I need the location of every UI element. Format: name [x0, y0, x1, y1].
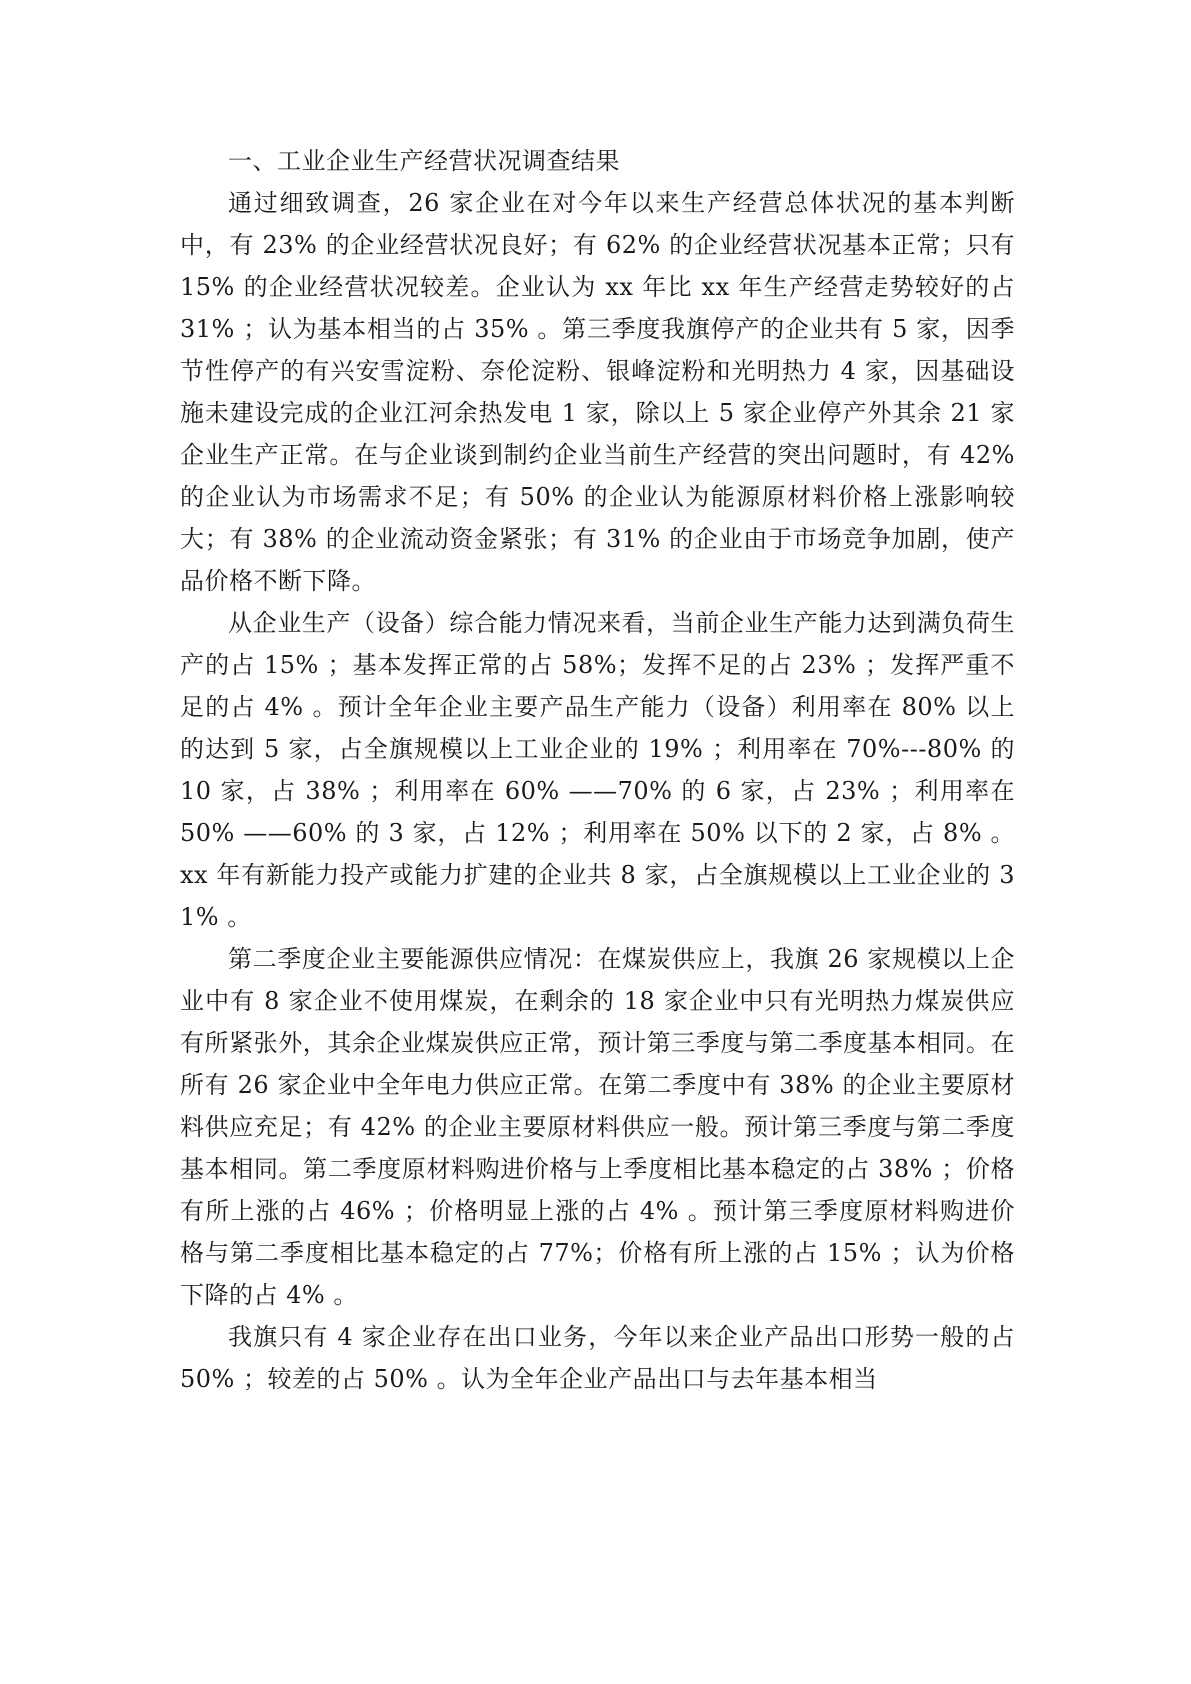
paragraph-export-business: 我旗只有 4 家企业存在出口业务，今年以来企业产品出口形势一般的占 50% ；较差的占 50% 。认为全年企业产品出口与去年基本相当 — [180, 1323, 1015, 1393]
paragraph-operating-status: 通过细致调查，26 家企业在对今年以来生产经营总体状况的基本判断中，有 23% 的企业经营状况良好；有 62% 的企业经营状况基本正常；只有 15% 的企业经营状况较差。企业认为 xx 年比 xx 年生产经营走势较好的占 31% ；认为基本相当的占 35% 。第三季度我旗停产的企业共有 5 家，因季节性停产的有兴安雪淀粉、奈伦淀粉、银峰淀粉和光明热力 4 家，因基础设施未建设完成的企业江河余热发电 1 家，除以上 5 家企业停产外其余 21 家企业生产正常。在与企业谈到制约企业当前生产经营的突出问题时，有 42% 的企业认为市场需求不足；有 50% 的企业认为能源原材料价格上涨影响较大；有 38% 的企业流动资金紧张；有 31% 的企业由于市场竞争加剧，使产品价格不断下降。 — [180, 189, 1015, 595]
paragraph-production-capacity: 从企业生产（设备）综合能力情况来看，当前企业生产能力达到满负荷生产的占 15% ；基本发挥正常的占 58%；发挥不足的占 23% ；发挥严重不足的占 4% 。预计全年企业主要产品生产能力（设备）利用率在 80% 以上的达到 5 家，占全旗规模以上工业企业的 19% ；利用率在 70%---80% 的 10 家，占 38% ；利用率在 60% ——70% 的 6 家，占 23% ；利用率在 50% ——60% 的 3 家，占 12% ；利用率在 50% 以下的 2 家，占 8% 。xx 年有新能力投产或能力扩建的企业共 8 家，占全旗规模以上工业企业的 31% 。 — [180, 609, 1015, 931]
document-body — [180, 140, 1015, 1400]
paragraph-energy-supply: 第二季度企业主要能源供应情况：在煤炭供应上，我旗 26 家规模以上企业中有 8 家企业不使用煤炭，在剩余的 18 家企业中只有光明热力煤炭供应有所紧张外，其余企业煤炭供应正常，预计第三季度与第二季度基本相同。在所有 26 家企业中全年电力供应正常。在第二季度中有 38% 的企业主要原材料供应充足；有 42% 的企业主要原材料供应一般。预计第三季度与第二季度基本相同。第二季度原材料购进价格与上季度相比基本稳定的占 38% ；价格有所上涨的占 46% ；价格明显上涨的占 4% 。预计第三季度原材料购进价格与第二季度相比基本稳定的占 77%；价格有所上涨的占 15% ；认为价格下降的占 4% 。 — [180, 945, 1015, 1309]
section-heading: 一、工业企业生产经营状况调查结果 — [228, 147, 620, 175]
